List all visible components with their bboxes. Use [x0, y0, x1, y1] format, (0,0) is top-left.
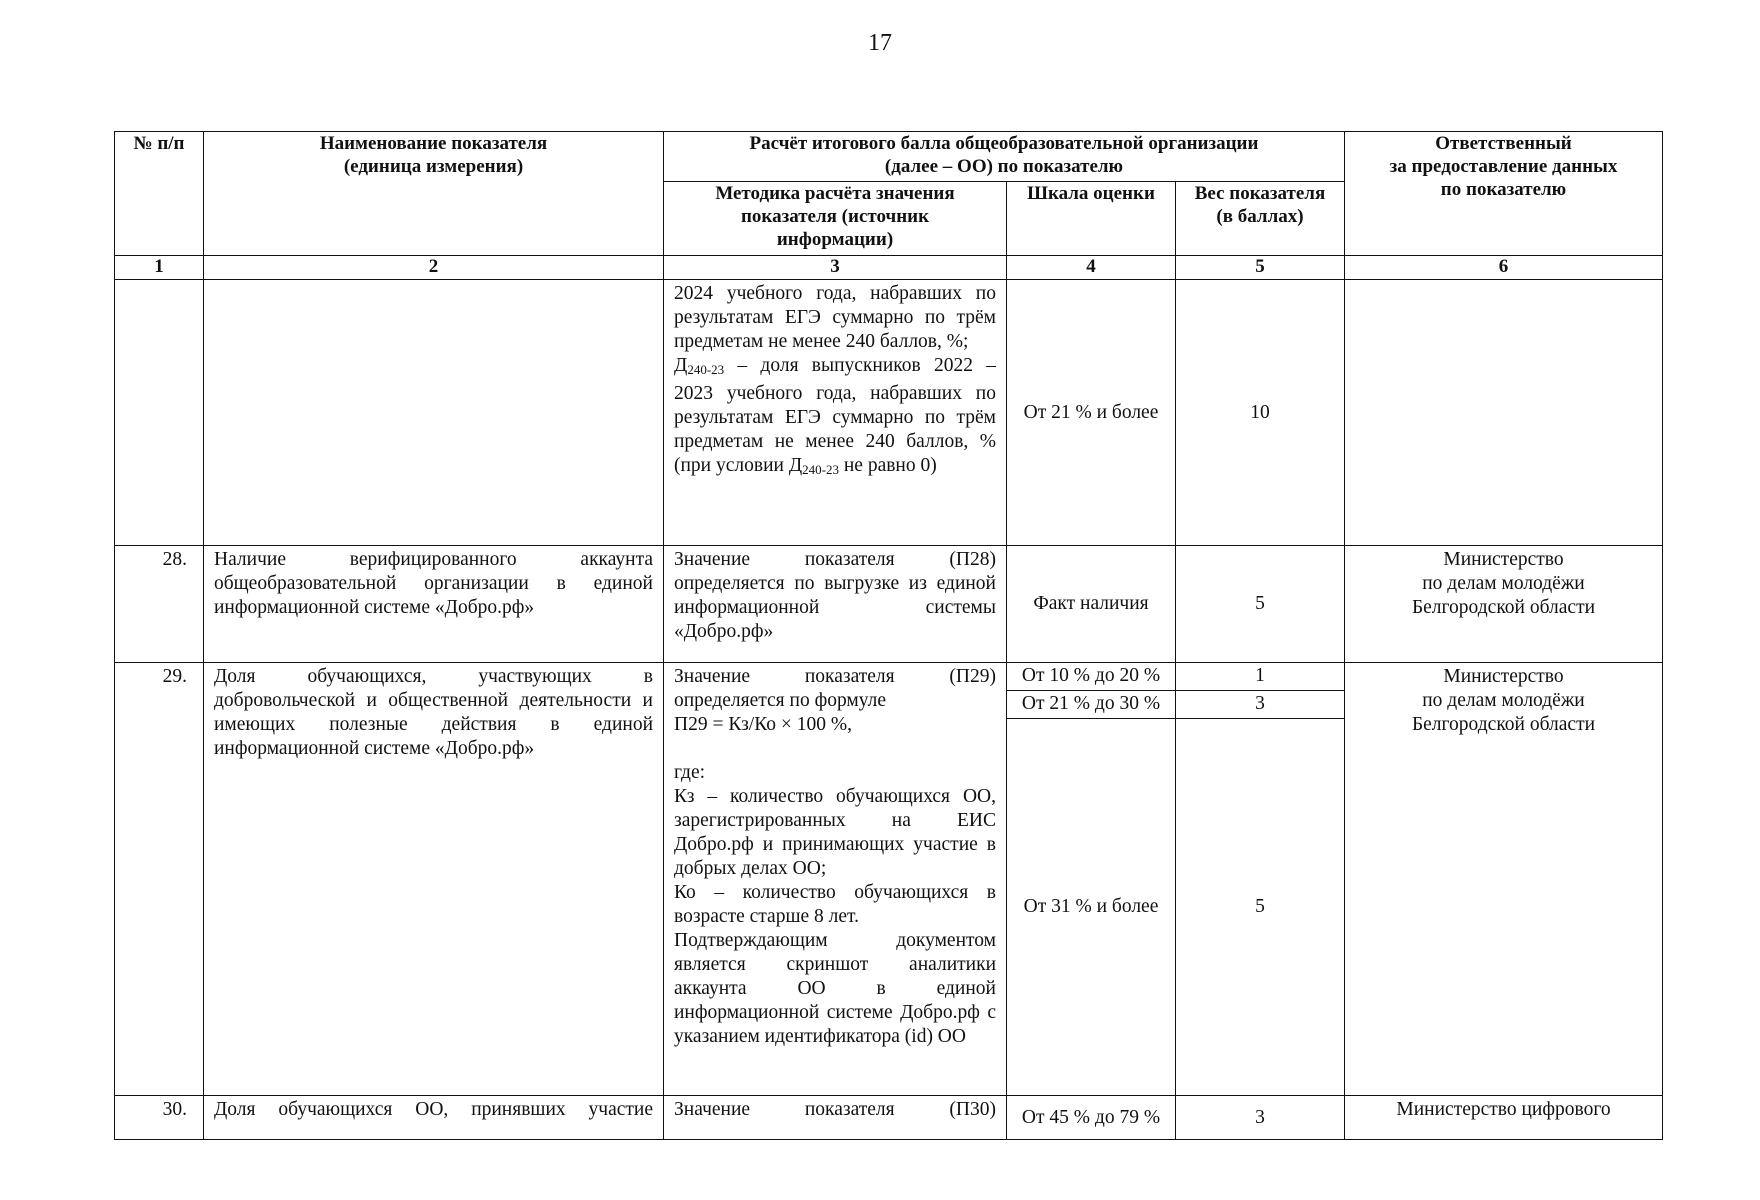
scale-item: От 21 % до 30 % [1007, 691, 1175, 719]
scale-item: От 31 % и более [1023, 896, 1159, 917]
row-number: 29. [115, 663, 204, 1096]
row-responsible [1345, 280, 1663, 546]
index-cell: 4 [1007, 256, 1176, 280]
row-scale: От 45 % до 79 % [1007, 1096, 1176, 1140]
row-number: 28. [115, 546, 204, 663]
header-row-1 [115, 132, 1663, 182]
row-number: 30. [115, 1096, 204, 1140]
row-responsible: Министерство цифрового [1345, 1096, 1663, 1140]
scale-item: От 10 % до 20 % [1007, 663, 1175, 691]
header-scale: Шкала оценки [1007, 182, 1176, 256]
row-scale: Факт наличия [1007, 546, 1176, 663]
row-name [204, 280, 664, 546]
header-method: Методика расчёта значения показателя (источник информации) [664, 182, 1007, 256]
index-cell: 1 [115, 256, 204, 280]
index-cell: 2 [204, 256, 664, 280]
page-number: 17 [868, 30, 892, 56]
weight-item: 3 [1176, 691, 1344, 719]
row-responsible: Министерство по делам молодёжи Белгородской области [1345, 546, 1663, 663]
row-name: Доля обучающихся ОО, принявших участие [204, 1096, 664, 1140]
row-weight: 10 [1176, 280, 1345, 546]
indicator-table [114, 131, 1663, 1140]
index-cell: 3 [664, 256, 1007, 280]
row-responsible: Министерство по делам молодёжи Белгородской области [1345, 663, 1663, 1096]
row-method: Значение показателя (П28) определяется по выгрузке из единой информационной системы «Добро.рф» [664, 546, 1007, 663]
row-weight: 3 [1176, 1096, 1345, 1140]
header-responsible: Ответственный за предоставление данных по показателю [1345, 132, 1663, 256]
header-name: Наименование показателя (единица измерения) [204, 132, 664, 256]
index-cell: 5 [1176, 256, 1345, 280]
table-row [115, 663, 1663, 1096]
weight-item: 1 [1176, 663, 1344, 691]
row-weight: 5 [1176, 546, 1345, 663]
table-row [115, 546, 1663, 663]
weight-item: 5 [1255, 896, 1265, 917]
header-number: № п/п [115, 132, 204, 256]
column-index-row [115, 256, 1663, 280]
header-calculation-group: Расчёт итогового балла общеобразовательной организации (далее – ОО) по показателю [664, 132, 1345, 182]
row-method: 2024 учебного года, набравших по результатам ЕГЭ суммарно по трём предметам не менее 240 баллов, %; $Д_{240-23}$ – доля выпускников 2022 – 2023 учебного года, набравших по результатам ЕГЭ суммарно по трём предметам не менее 240 баллов, % (при условии $Д_{240-23}$ не равно 0) [664, 280, 1007, 546]
table-row [115, 280, 1663, 546]
table-row [115, 1096, 1663, 1140]
row-method: Значение показателя (П30) [664, 1096, 1007, 1140]
formula: П29 = Кз/Ко × 100 %, [674, 714, 852, 735]
row-weight-list [1176, 663, 1345, 1096]
row-method: Значение показателя (П29) определяется по формуле П29 = Кз/Ко × 100 %, где: Кз – количество обучающихся ОО, зарегистрированных на ЕИС Добро.рф и принимающих участие в добрых делах ОО; Ко – количество обучающихся в возрасте старше 8 лет. Подтверждающим документом является скриншот аналитики аккаунта ОО в единой информационной системе Добро.рф с указанием идентификатора (id) ОО [664, 663, 1007, 1096]
index-cell: 6 [1345, 256, 1663, 280]
row-scale-list [1007, 663, 1176, 1096]
header-weight: Вес показателя (в баллах) [1176, 182, 1345, 256]
row-number [115, 280, 204, 546]
row-name: Доля обучающихся, участвующих в добровольческой и общественной деятельности и имеющих полезные действия в единой информационной системе «Добро.рф» [204, 663, 664, 1096]
row-scale: От 21 % и более [1007, 280, 1176, 546]
row-name: Наличие верифицированного аккаунта общеобразовательной организации в единой информационной системе «Добро.рф» [204, 546, 664, 663]
